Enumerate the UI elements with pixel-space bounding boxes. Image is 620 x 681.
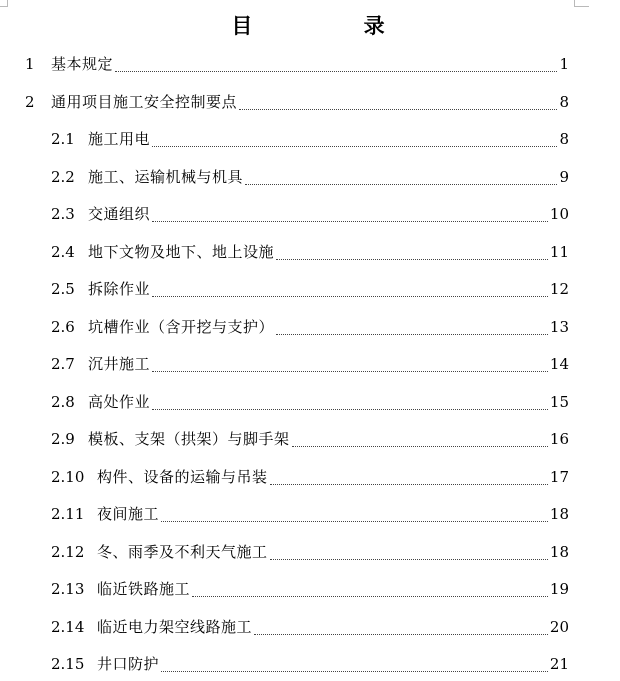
toc-entry-title: 高处作业 (88, 393, 151, 411)
toc-entry[interactable] (0, 578, 620, 600)
toc-entry-title: 井口防护 (97, 655, 160, 673)
toc-entry-number: 2.9 (51, 430, 75, 448)
toc-entry-number: 2.5 (51, 280, 75, 298)
toc-entry-page-number: 8 (559, 130, 569, 148)
toc-entry-page-number: 13 (549, 318, 569, 336)
toc-entry[interactable] (0, 616, 620, 638)
toc-entry[interactable] (0, 316, 620, 338)
toc-entry-title: 模板、支架（拱架）与脚手架 (88, 430, 290, 448)
crop-mark-top-left-horizontal (0, 6, 7, 7)
toc-entry[interactable] (0, 428, 620, 450)
toc-dot-leader (270, 559, 548, 560)
toc-entry-number: 2.3 (51, 205, 75, 223)
toc-dot-leader (245, 184, 557, 185)
toc-entry[interactable] (0, 541, 620, 563)
toc-entry[interactable] (0, 203, 620, 225)
toc-entry-page-number: 21 (549, 655, 569, 673)
toc-entry-title: 冬、雨季及不利天气施工 (97, 543, 268, 561)
toc-dot-leader (276, 259, 548, 260)
toc-entry-page-number: 20 (549, 618, 569, 636)
toc-dot-leader (152, 371, 548, 372)
toc-entry-number: 2.11 (51, 505, 85, 523)
toc-entry-page-number: 8 (559, 93, 569, 111)
toc-entry-page-number: 14 (549, 355, 569, 373)
toc-entry-page-number: 18 (549, 505, 569, 523)
toc-entry-title: 夜间施工 (97, 505, 160, 523)
crop-mark-top-right-horizontal (575, 6, 589, 7)
toc-entry-title: 沉井施工 (88, 355, 151, 373)
toc-dot-leader (152, 221, 548, 222)
toc-entry-page-number: 12 (549, 280, 569, 298)
toc-entry-page-number: 19 (549, 580, 569, 598)
toc-entry[interactable] (0, 91, 620, 113)
toc-entry-title: 地下文物及地下、地上设施 (88, 243, 275, 261)
toc-entry-title: 通用项目施工安全控制要点 (51, 93, 238, 111)
toc-dot-leader (192, 596, 548, 597)
document-title: 目 录 (231, 13, 437, 38)
toc-entry[interactable] (0, 353, 620, 375)
toc-dot-leader (152, 409, 548, 410)
toc-entry-page-number: 16 (549, 430, 569, 448)
toc-entry[interactable] (0, 53, 620, 75)
toc-entry-number: 2.7 (51, 355, 75, 373)
toc-entry-page-number: 10 (549, 205, 569, 223)
toc-entry[interactable] (0, 278, 620, 300)
toc-entry-number: 1 (25, 55, 35, 73)
toc-entry-page-number: 1 (559, 55, 569, 73)
toc-dot-leader (292, 446, 548, 447)
toc-entry-title: 构件、设备的运输与吊装 (97, 468, 268, 486)
toc-dot-leader (152, 296, 548, 297)
toc-entry-page-number: 11 (549, 243, 569, 261)
toc-entry-page-number: 15 (549, 393, 569, 411)
toc-entry-number: 2 (25, 93, 35, 111)
toc-entry-number: 2.4 (51, 243, 75, 261)
toc-entry-number: 2.12 (51, 543, 85, 561)
toc-entry[interactable] (0, 391, 620, 413)
toc-dot-leader (270, 484, 548, 485)
toc-dot-leader (161, 521, 548, 522)
toc-dot-leader (254, 634, 548, 635)
toc-entry[interactable] (0, 653, 620, 675)
toc-entry-number: 2.15 (51, 655, 85, 673)
toc-entry[interactable] (0, 128, 620, 150)
crop-mark-top-left-vertical (7, 0, 8, 7)
toc-entry-title: 临近铁路施工 (97, 580, 191, 598)
toc-dot-leader (239, 109, 557, 110)
toc-entry-title: 拆除作业 (88, 280, 151, 298)
toc-dot-leader (152, 146, 557, 147)
toc-dot-leader (276, 334, 548, 335)
crop-mark-top-right-vertical (574, 0, 575, 7)
toc-dot-leader (161, 671, 548, 672)
toc-entry-page-number: 18 (549, 543, 569, 561)
toc-entry[interactable] (0, 241, 620, 263)
toc-entry-title: 坑槽作业（含开挖与支护） (88, 318, 275, 336)
toc-entry-number: 2.14 (51, 618, 85, 636)
toc-entry-title: 临近电力架空线路施工 (97, 618, 253, 636)
toc-entry[interactable] (0, 166, 620, 188)
toc-entry-title: 基本规定 (51, 55, 114, 73)
toc-entry-number: 2.1 (51, 130, 75, 148)
toc-entry-number: 2.10 (51, 468, 85, 486)
toc-dot-leader (115, 71, 557, 72)
toc-entry-number: 2.2 (51, 168, 75, 186)
toc-entry[interactable] (0, 466, 620, 488)
toc-entry-page-number: 17 (549, 468, 569, 486)
toc-entry-title: 施工、运输机械与机具 (88, 168, 244, 186)
toc-entry-page-number: 9 (559, 168, 569, 186)
toc-entry-number: 2.6 (51, 318, 75, 336)
toc-entry-title: 施工用电 (88, 130, 151, 148)
toc-entry-number: 2.13 (51, 580, 85, 598)
toc-entry-number: 2.8 (51, 393, 75, 411)
toc-entry-title: 交通组织 (88, 205, 151, 223)
toc-entry[interactable] (0, 503, 620, 525)
